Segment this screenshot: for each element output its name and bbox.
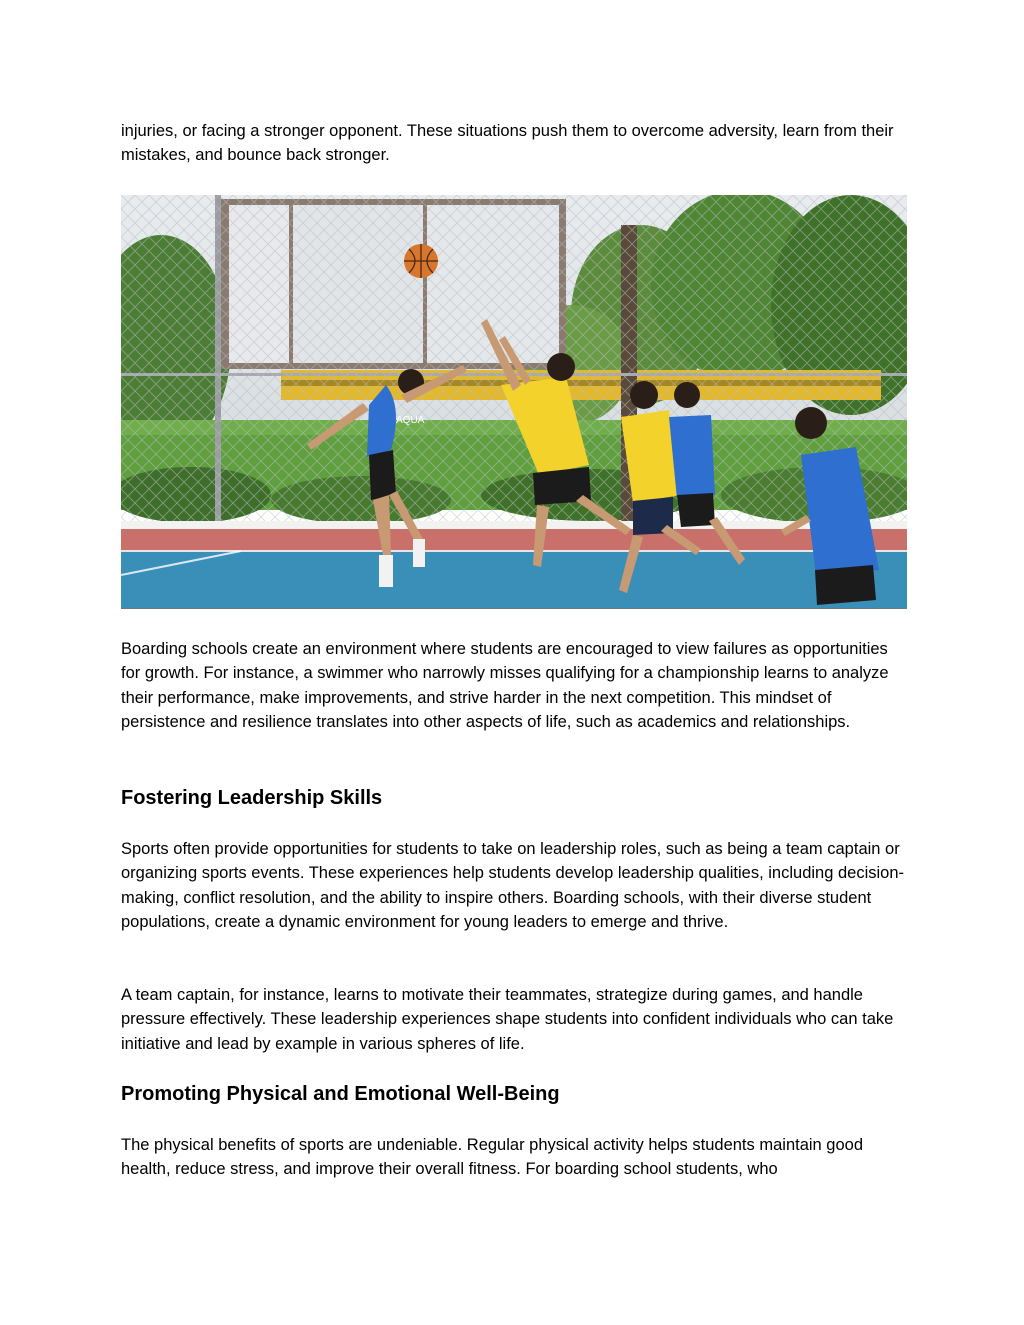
heading-leadership: Fostering Leadership Skills bbox=[121, 787, 383, 809]
basketball-photo bbox=[121, 195, 907, 609]
paragraph-leadership-1: Sports often provide opportunities for students to take on leadership roles, such as being a team captain or organizing sports events. These experiences help students develop leadership qualities, including decision-making, conflict resolution, and the ability to inspire others. Boarding schools, with their diverse student populations, create a dynamic environment for young leaders to emerge and thrive. bbox=[121, 840, 905, 932]
heading-wellbeing: Promoting Physical and Emotional Well-Being bbox=[121, 1083, 560, 1105]
paragraph-failures: Boarding schools create an environment where students are encouraged to view failures as opportunities for growth. For instance, a swimmer who narrowly misses qualifying for a championship learns to analyze their performance, make improvements, and strive harder in the next competition. This mindset of persistence and resilience translates into other aspects of life, such as academics and relationships. bbox=[121, 640, 889, 732]
intro-paragraph: injuries, or facing a stronger opponent. These situations push them to overcome adversity, learn from their mistakes, and bounce back stronger. bbox=[121, 122, 894, 165]
paragraph-wellbeing: The physical benefits of sports are undeniable. Regular physical activity helps students maintain good health, reduce stress, and improve their overall fitness. For boarding school students, who bbox=[121, 1136, 864, 1179]
paragraph-leadership-2: A team captain, for instance, learns to motivate their teammates, strategize during games, and handle pressure effectively. These leadership experiences shape students into confident individuals who can take initiative and lead by example in various spheres of life. bbox=[121, 986, 894, 1053]
jersey-text: AQUA bbox=[396, 415, 425, 426]
